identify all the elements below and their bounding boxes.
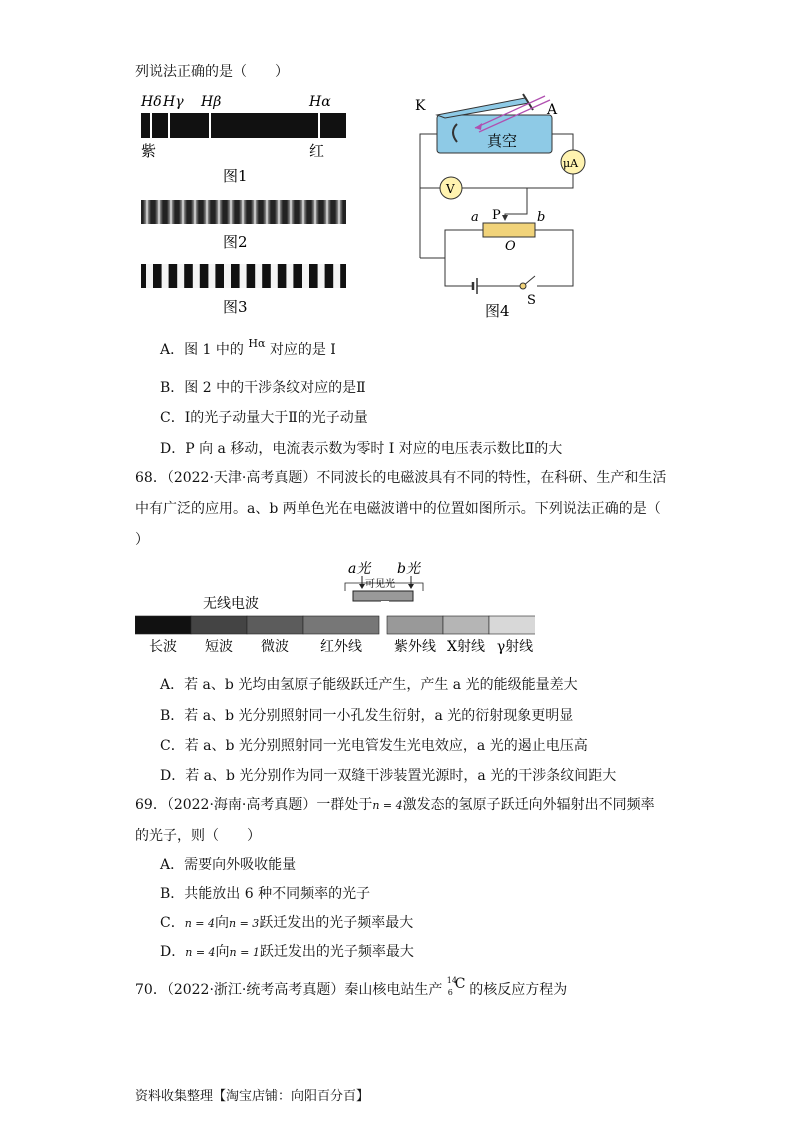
- radio-wave-label: 无线电波: [203, 596, 259, 612]
- rheostat: [483, 223, 535, 237]
- figure-1-caption: 图1: [223, 167, 248, 185]
- q68-line-1: 68．（2022·天津·高考真题）不同波长的电磁波具有不同的特性，在科研、生产和生活: [135, 470, 667, 486]
- h-beta-label: Hβ: [201, 94, 222, 110]
- h-gamma-line: [168, 113, 170, 138]
- h-alpha-label: Hα: [309, 94, 331, 110]
- fringe-bright: [240, 264, 247, 288]
- fringe-bright: [224, 264, 231, 288]
- fringe-bright: [286, 264, 293, 288]
- figure-2-caption: 图2: [223, 233, 248, 251]
- q69-option-c-mid: 向: [215, 915, 230, 931]
- q70-pre: 70．（2022·浙江·统考高考真题）秦山核电站生产: [135, 982, 443, 998]
- q68-option-c: C．若 a、b 光分别照射同一光电管发生光电效应，a 光的遏止电压高: [160, 738, 588, 754]
- ammeter-label: μA: [563, 157, 579, 170]
- label-P: P: [492, 208, 501, 223]
- h-alpha-line: [318, 113, 320, 138]
- fringe-bright: [143, 200, 151, 224]
- fringe-bright: [263, 200, 271, 224]
- label-O: O: [505, 239, 516, 254]
- em-band: [247, 616, 303, 634]
- q69-option-c-pre: C．: [160, 915, 185, 931]
- em-band: [489, 616, 535, 634]
- figure-3-fringes: [135, 262, 355, 317]
- q67-option-b: B．图 2 中的干涉条纹对应的是Ⅱ: [160, 380, 366, 396]
- figure-4-caption: 图4: [485, 302, 510, 320]
- label-S: S: [527, 293, 536, 308]
- nuclide-charge-number: 6: [447, 988, 453, 997]
- fringe-bright: [333, 264, 340, 288]
- intro-line: 列说法正确的是（ ）: [135, 64, 289, 80]
- q69-option-c-post: 跃迁发出的光子频率最大: [259, 915, 414, 931]
- em-band-label: 短波: [205, 639, 233, 655]
- b-light-label: b光: [397, 561, 420, 577]
- em-band: [387, 616, 443, 634]
- q67-option-a-pre: A．图 1 中的: [160, 342, 244, 358]
- carbon-14-nuclide: [446, 976, 466, 1000]
- fringe-bright: [335, 200, 343, 224]
- figure-3-caption: 图3: [223, 298, 248, 316]
- figure-4-circuit: [405, 88, 605, 323]
- label-b: b: [537, 210, 546, 225]
- fringe-bright: [215, 200, 223, 224]
- em-band: [303, 616, 379, 634]
- q69-option-d-sym1: n = 4: [185, 946, 216, 959]
- q69-option-c-sym1: n = 4: [184, 917, 216, 930]
- a-light-label: a光: [348, 561, 371, 577]
- q68-option-d: D．若 a、b 光分别作为同一双缝干涉装置光源时，a 光的干涉条纹间距大: [160, 768, 617, 784]
- label-K: K: [415, 98, 426, 114]
- fringe-bright: [177, 264, 184, 288]
- fringe-bright: [287, 200, 295, 224]
- q70-line: [135, 976, 568, 1000]
- fringe-bright: [323, 200, 331, 224]
- q69-option-d-sym2: n = 1: [229, 946, 260, 959]
- em-band: [191, 616, 247, 634]
- q67-option-a-post: 对应的是 Ⅰ: [269, 342, 336, 358]
- q68-line-3: ）: [135, 532, 149, 548]
- q69-option-c: [160, 913, 413, 934]
- red-label: 红: [309, 142, 325, 160]
- vacuum-label: 真空: [487, 132, 518, 150]
- q69-option-d-pre: D．: [160, 944, 186, 960]
- h-delta-label: Hδ: [141, 94, 162, 110]
- em-band-label: X射线: [447, 639, 485, 655]
- label-A: A: [547, 102, 558, 118]
- switch: [520, 283, 526, 289]
- fringe-bright: [227, 200, 235, 224]
- fringe-bright: [191, 200, 199, 224]
- nuclide-symbol: C: [454, 976, 466, 992]
- visible-light-label: 可见光: [365, 579, 395, 590]
- fringe-bright: [318, 264, 325, 288]
- voltmeter-label: V: [446, 182, 455, 196]
- q69-option-b: B．共能放出 6 种不同频率的光子: [160, 886, 371, 902]
- fringe-bright: [255, 264, 262, 288]
- em-band-label: 长波: [149, 639, 177, 655]
- q69-line-1-pre: 69．（2022·海南·高考真题）一群处于: [135, 797, 373, 813]
- spectrum-bar: [141, 113, 346, 138]
- fringe-bright: [251, 200, 259, 224]
- q68-option-b: B．若 a、b 光分别照射同一小孔发生衍射，a 光的衍射现象更明显: [160, 708, 574, 724]
- q68-line-2: 中有广泛的应用。a、b 两单色光在电磁波谱中的位置如图所示。下列说法正确的是（: [135, 501, 661, 517]
- em-band-label: γ射线: [496, 639, 534, 655]
- fringe-bright: [162, 264, 169, 288]
- q67-option-c: C．Ⅰ的光子动量大于Ⅱ的光子动量: [160, 410, 368, 426]
- footer-note: 资料收集整理【淘宝店铺：向阳百分百】: [135, 1089, 370, 1104]
- fringe-bright: [193, 264, 200, 288]
- fringe-bright: [146, 264, 153, 288]
- fringe-bright: [208, 264, 215, 288]
- q69-option-d-mid: 向: [215, 944, 230, 960]
- fringe-bright: [203, 200, 211, 224]
- h-delta-line: [150, 113, 152, 138]
- q69-option-d-post: 跃迁发出的光子频率最大: [259, 944, 414, 960]
- q68-option-a: A．若 a、b 光均由氢原子能级跃迁产生，产生 a 光的能级能量差大: [160, 677, 578, 693]
- fringe-bright: [239, 200, 247, 224]
- h-alpha-symbol: Hα: [248, 337, 266, 350]
- h-gamma-label: Hγ: [163, 94, 184, 110]
- nuclide-mass-number: 14: [446, 976, 457, 985]
- fringe-bright: [179, 200, 187, 224]
- fringe-bright: [311, 200, 319, 224]
- q69-line-2: 的光子，则（ ）: [135, 828, 261, 844]
- figure-1-spectrum: [135, 88, 355, 188]
- q69-option-d: [160, 942, 414, 963]
- q70-post: 的核反应方程为: [469, 982, 568, 998]
- q69-line-1-post: 激发态的氢原子跃迁向外辐射出不同频率: [402, 797, 655, 813]
- q69-option-c-sym2: n = 3: [229, 917, 260, 930]
- fringe-bright: [275, 200, 283, 224]
- em-band-label: 红外线: [320, 639, 362, 655]
- h-beta-line: [209, 113, 211, 138]
- violet-label: 紫: [141, 142, 157, 160]
- q69-line-1: [135, 795, 655, 816]
- em-band-label: 微波: [261, 639, 289, 655]
- q67-option-a: [160, 337, 336, 361]
- em-band: [135, 616, 191, 634]
- figure-2-fringes: [135, 198, 355, 253]
- em-band-label: 紫外线: [394, 639, 436, 655]
- visible-band: [353, 591, 413, 601]
- label-a: a: [471, 210, 479, 225]
- fringe-bright: [167, 200, 175, 224]
- fringe-bright: [302, 264, 309, 288]
- em-spectrum-figure: [135, 555, 535, 655]
- q67-option-d: D．P 向 a 移动，电流表示数为零时 Ⅰ 对应的电压表示数比Ⅱ的大: [160, 441, 563, 457]
- fringe-bright: [299, 200, 307, 224]
- q69-option-a: A．需要向外吸收能量: [160, 857, 297, 873]
- fringe-bright: [155, 200, 163, 224]
- em-band: [443, 616, 489, 634]
- q69-n4-symbol: n = 4: [372, 799, 403, 812]
- fringe-bright: [271, 264, 278, 288]
